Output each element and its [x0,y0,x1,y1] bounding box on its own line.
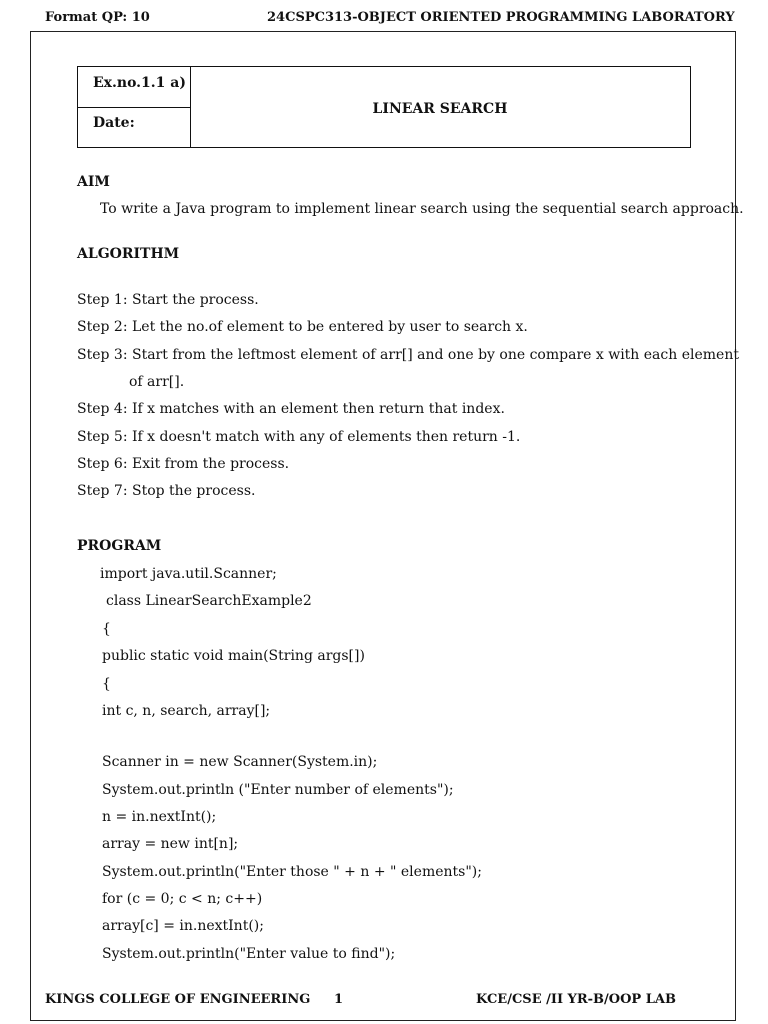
code-line: { [102,676,111,692]
format-label: Format QP: 10 [45,10,150,25]
code-line: n = in.nextInt(); [102,809,217,825]
footer-code: KCE/CSE /II YR-B/OOP LAB [476,992,676,1007]
algorithm-step: Step 6: Exit from the process. [77,456,290,472]
algorithm-heading: ALGORITHM [77,246,180,262]
course-title: 24CSPC313-OBJECT ORIENTED PROGRAMMING LABORATORY [267,10,735,25]
algorithm-step: Step 3: Start from the leftmost element of arr[] and one by one compare x with each element [77,347,739,363]
code-line: array[c] = in.nextInt(); [102,918,264,934]
code-line: public static void main(String args[]) [102,648,365,664]
algorithm-step: Step 2: Let the no.of element to be entered by user to search x. [77,319,528,335]
exercise-table [77,66,691,148]
code-line: class LinearSearchExample2 [106,593,312,609]
code-line: import java.util.Scanner; [100,566,277,582]
code-line: { [102,621,111,637]
code-line: int c, n, search, array[]; [102,703,271,719]
exercise-date-label: Date: [93,115,135,131]
algorithm-step: Step 5: If x doesn't match with any of elements then return -1. [77,429,521,445]
code-line: System.out.println("Enter those " + n + " elements"); [102,864,482,880]
exercise-divider [78,107,190,108]
footer-college: KINGS COLLEGE OF ENGINEERING [45,992,311,1007]
code-line: for (c = 0; c < n; c++) [102,891,263,907]
exercise-number: Ex.no.1.1 a) [93,75,186,91]
algorithm-step: Step 4: If x matches with an element then return that index. [77,401,505,417]
aim-heading: AIM [77,174,110,190]
algorithm-step: Step 1: Start the process. [77,292,259,308]
code-line: System.out.println ("Enter number of elements"); [102,782,454,798]
algorithm-step-continuation: of arr[]. [129,374,185,390]
aim-text: To write a Java program to implement linear search using the sequential search approach. [100,201,744,217]
algorithm-step: Step 7: Stop the process. [77,483,256,499]
program-heading: PROGRAM [77,538,162,554]
code-line: Scanner in = new Scanner(System.in); [102,754,378,770]
exercise-title: LINEAR SEARCH [372,101,508,117]
code-line: System.out.println("Enter value to find"); [102,946,396,962]
page-number: 1 [334,992,344,1007]
code-line: array = new int[n]; [102,836,239,852]
